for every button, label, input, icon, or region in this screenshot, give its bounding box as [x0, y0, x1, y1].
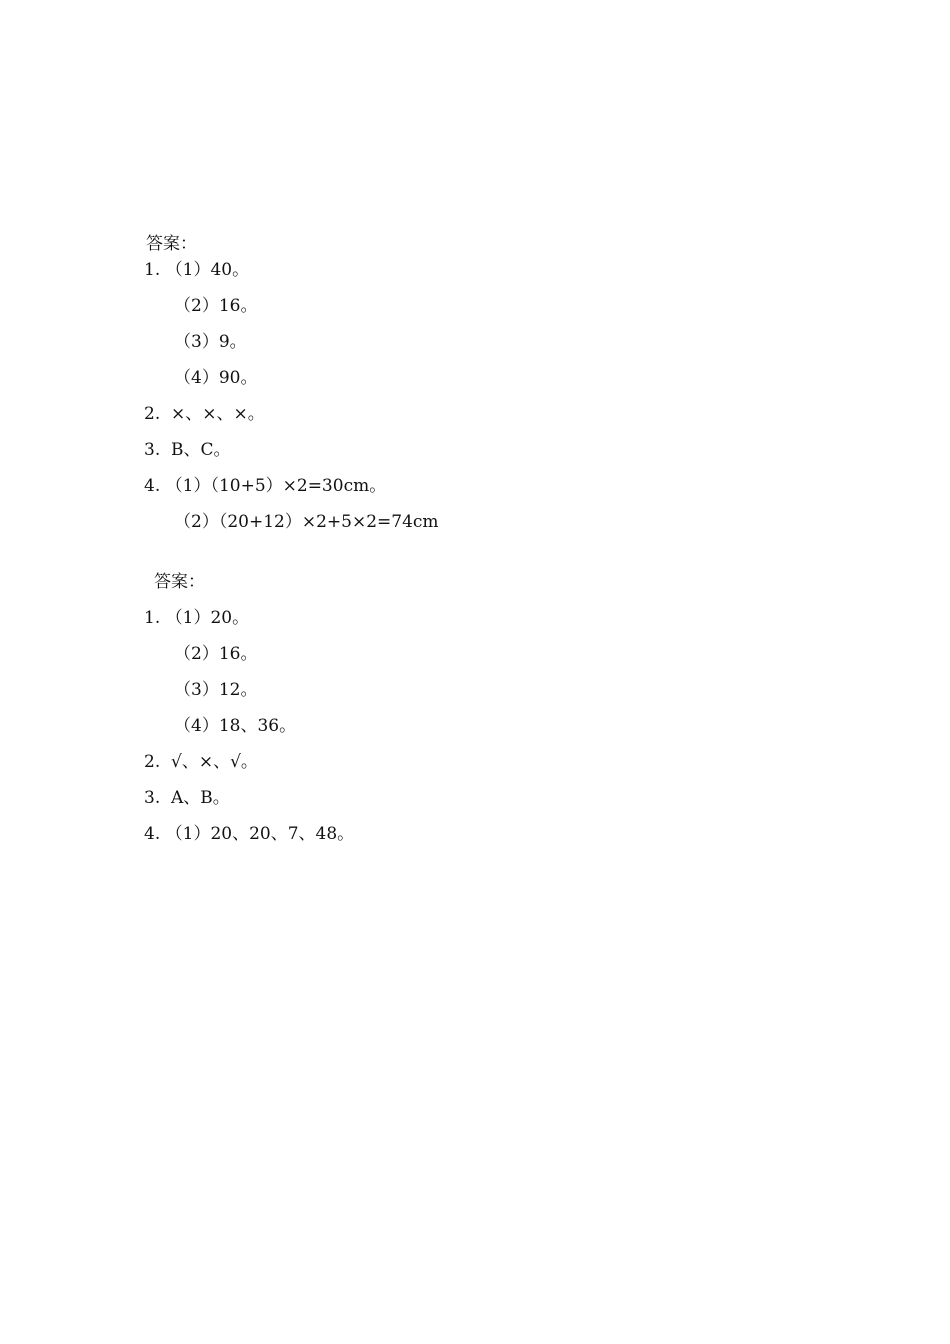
answer-line: 2. ×、×、×。 [144, 404, 265, 424]
answer-line: （4）90。 [174, 368, 258, 388]
answer-line: 4. （1）（10+5）×2=30cm。 [144, 476, 387, 496]
answer-line: 3. A、B。 [144, 788, 230, 808]
answer-line: 2. √、×、√。 [144, 752, 258, 772]
answer-line: （3）9。 [174, 332, 247, 352]
answer-line: 4. （1）20、20、7、48。 [144, 824, 355, 844]
answer-line: 1. （1）20。 [144, 608, 250, 628]
answer-line: 3. B、C。 [144, 440, 231, 460]
answer-line: （2）16。 [174, 644, 258, 664]
answer-line: （2）（20+12）×2+5×2=74cm [174, 512, 439, 532]
answer-heading: 答案： [146, 234, 197, 254]
answer-line: （4）18、36。 [174, 716, 297, 736]
answer-heading: 答案： [154, 572, 205, 592]
answer-line: （3）12。 [174, 680, 258, 700]
answer-line: 1. （1）40。 [144, 260, 250, 280]
answer-line: （2）16。 [174, 296, 258, 316]
